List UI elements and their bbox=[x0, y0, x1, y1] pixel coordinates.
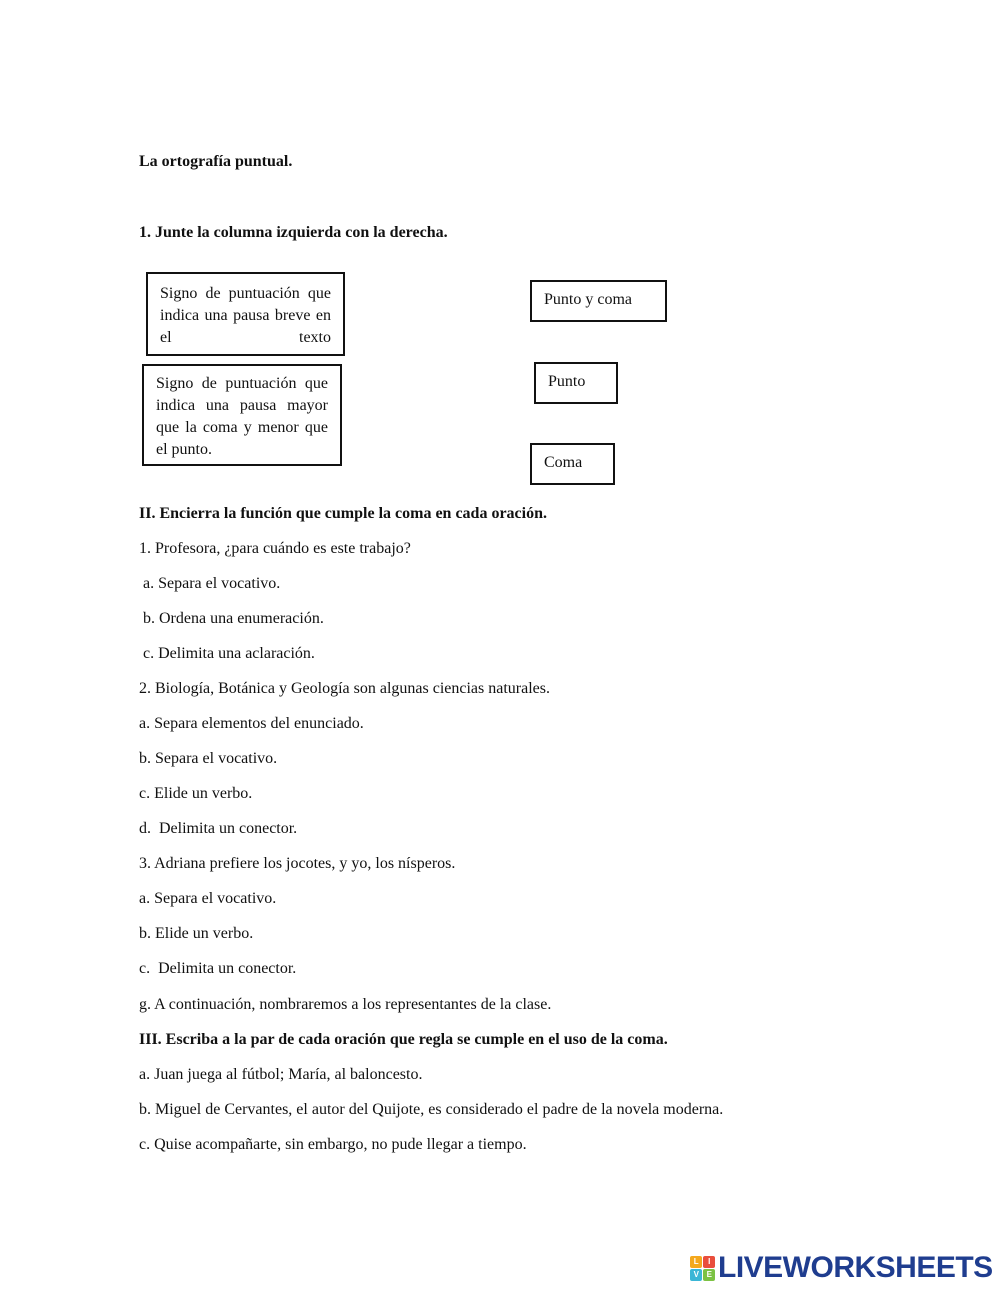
question-3: 3. Adriana prefiere los jocotes, y yo, los nísperos. bbox=[139, 855, 456, 872]
liveworksheets-logo-icon: L I V E bbox=[690, 1256, 715, 1281]
question-2: 2. Biología, Botánica y Geología son algunas ciencias naturales. bbox=[139, 680, 550, 697]
sentence-3a: a. Juan juega al fútbol; María, al baloncesto. bbox=[139, 1066, 423, 1083]
match-right-box-3[interactable] bbox=[530, 443, 615, 485]
page-title: La ortografía puntual. bbox=[139, 153, 293, 170]
match-right-box-3-text: Coma bbox=[544, 454, 583, 471]
option-1a[interactable]: a. Separa el vocativo. bbox=[143, 575, 281, 592]
sentence-3c: c. Quise acompañarte, sin embargo, no pude llegar a tiempo. bbox=[139, 1136, 527, 1153]
sentence-3b: b. Miguel de Cervantes, el autor del Quijote, es considerado el padre de la novela moderna. bbox=[139, 1101, 724, 1118]
match-right-box-1[interactable] bbox=[530, 280, 667, 322]
section-1-heading: 1. Junte la columna izquierda con la derecha. bbox=[139, 224, 448, 241]
option-2b[interactable]: b. Separa el vocativo. bbox=[139, 750, 278, 767]
match-left-box-2-text: Signo de puntuación que indica una pausa mayor que la coma y menor que el punto. bbox=[156, 375, 328, 458]
option-1c[interactable]: c. Delimita una aclaración. bbox=[143, 645, 315, 662]
option-2a[interactable]: a. Separa elementos del enunciado. bbox=[139, 715, 364, 732]
option-2c[interactable]: c. Elide un verbo. bbox=[139, 785, 253, 802]
question-1: 1. Profesora, ¿para cuándo es este trabajo? bbox=[139, 540, 411, 557]
match-right-box-2[interactable] bbox=[534, 362, 618, 404]
section-2-heading: II. Encierra la función que cumple la coma en cada oración. bbox=[139, 505, 547, 522]
section-3-heading: III. Escriba a la par de cada oración que regla se cumple en el uso de la coma. bbox=[139, 1031, 668, 1048]
liveworksheets-logo-text: LIVEWORKSHEETS bbox=[718, 1251, 993, 1284]
option-1b[interactable]: b. Ordena una enumeración. bbox=[143, 610, 324, 627]
match-right-box-1-text: Punto y coma bbox=[544, 291, 632, 308]
match-left-box-1[interactable] bbox=[146, 272, 345, 356]
match-right-box-2-text: Punto bbox=[548, 373, 586, 390]
liveworksheets-logo bbox=[690, 1250, 993, 1286]
option-3a[interactable]: a. Separa el vocativo. bbox=[139, 890, 277, 907]
option-2d[interactable]: d. Delimita un conector. bbox=[139, 820, 298, 837]
match-left-box-1-text: Signo de puntuación que indica una pausa breve en el texto bbox=[160, 285, 331, 346]
match-left-box-2[interactable] bbox=[142, 364, 342, 466]
option-3c[interactable]: c. Delimita un conector. bbox=[139, 960, 297, 977]
sentence-g: g. A continuación, nombraremos a los representantes de la clase. bbox=[139, 996, 552, 1013]
option-3b[interactable]: b. Elide un verbo. bbox=[139, 925, 254, 942]
